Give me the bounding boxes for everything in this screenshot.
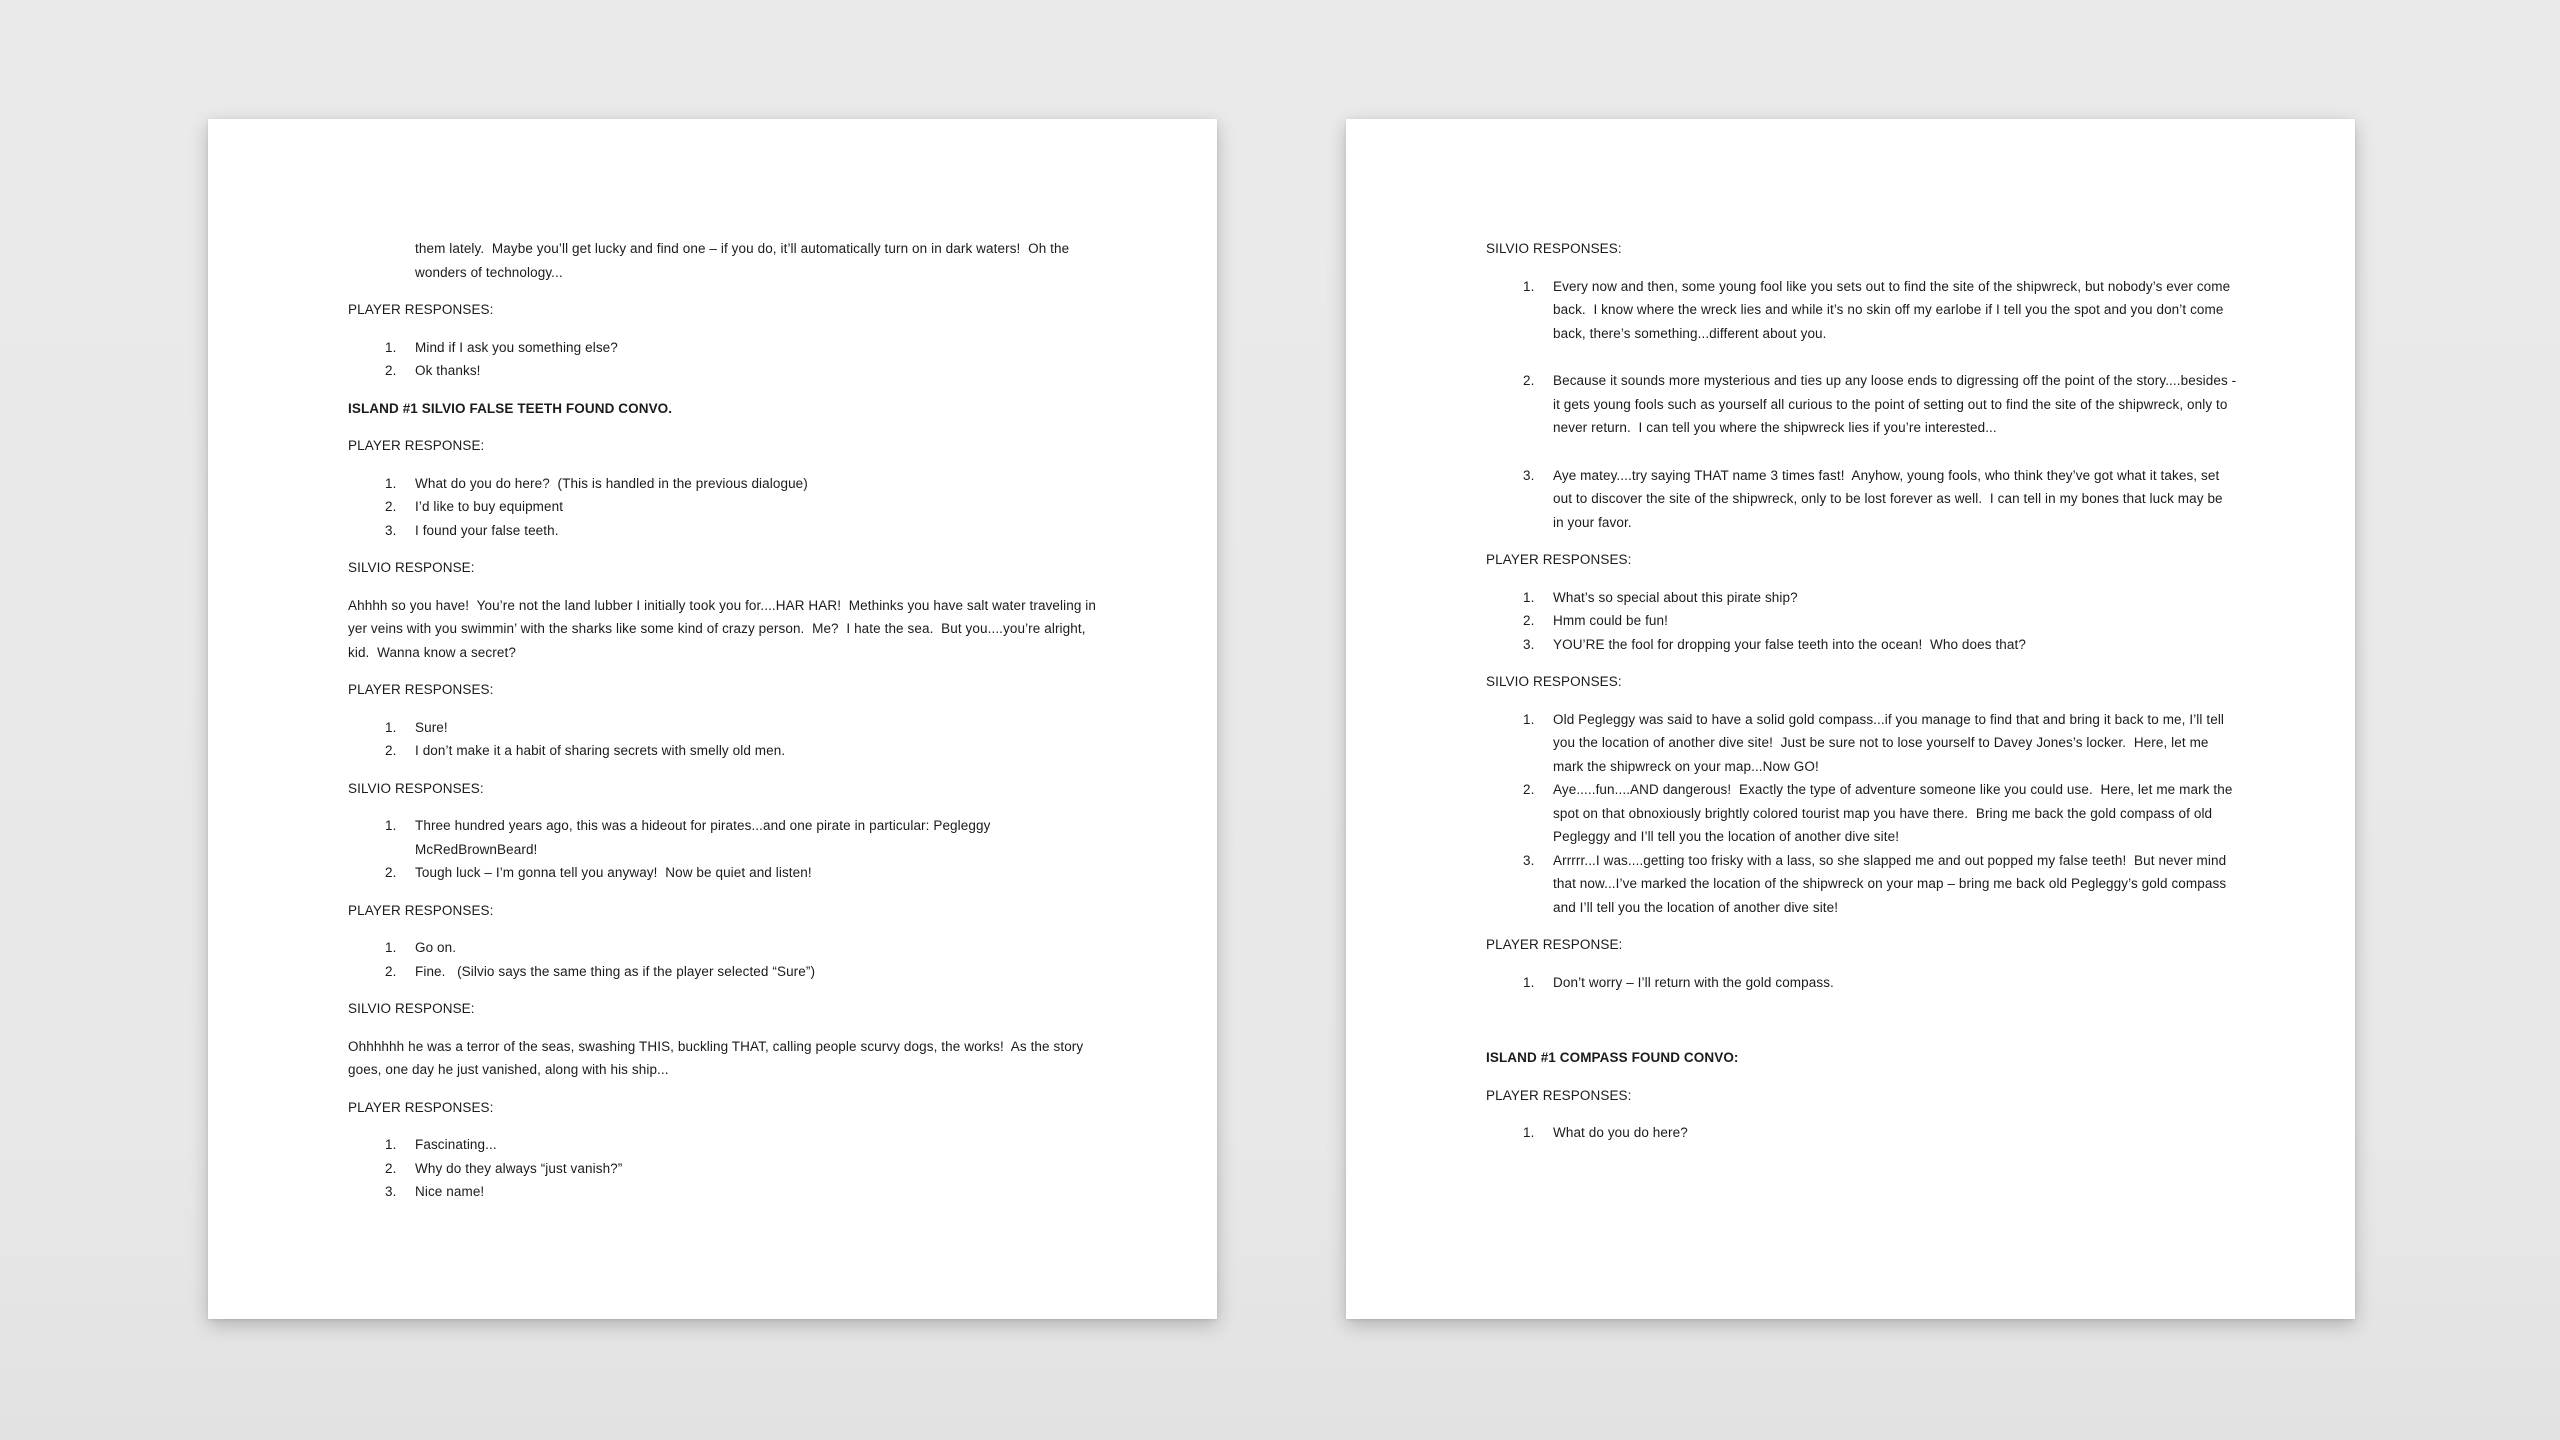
list-item: Arrrrr...I was....getting too frisky with a lass, so she slapped me and out popped my false teeth! But never mind that now...I’ve marked the location of the shipwreck on your map – bring me back old Pegleggy’s gold compass and I’ll tell you the location of another dive site! [1553,852,2231,915]
list-item: Aye matey....try saying THAT name 3 times fast! Anyhow, young fools, who think they’ve got what it takes, set out to discover the site of the shipwreck, only to be lost forever as well. I can tell in my bones that luck may be in your favor. [1553,467,2227,530]
player-responses-list [348,716,1099,763]
list-item: What do you do here? (This is handled in the previous dialogue) [415,475,808,491]
list-item: Fascinating... [415,1137,497,1152]
list-item: Ok thanks! [415,363,481,378]
list-item: Old Pegleggy was said to have a solid gold compass...if you manage to find that and bring it back to me, I’ll tell you the location of another dive site! Just be sure not to lose yourself to Davey Jones’s locker. Here, let me mark the shipwreck on your map...Now GO! [1553,711,2228,774]
silvio-response-paragraph: Ahhhh so you have! You’re not the land lubber I initially took you for....HAR HAR! Methinks you have salt water traveling in yer veins with you swimmin’ with the sharks like some kind of crazy person. Me? I hate the sea. But you....you’re alright, kid. Wanna know a secret? [348,597,1100,660]
player-response-list [1486,971,2237,995]
list-item: Because it sounds more mysterious and ties up any loose ends to digressing off the point of the story....besides - it gets young fools such as yourself all curious to the point of setting out to find the site of the shipwreck, only to never return. I can tell you where the shipwreck lies if you’re interested... [1553,373,2241,435]
player-responses-list [348,936,1099,983]
section-label-silvio-response: SILVIO RESPONSE: [348,1001,475,1016]
document-page-2 [1346,119,2355,1319]
list-item: Go on. [415,940,457,955]
silvio-responses-list [1486,275,2241,535]
list-item: Fine. (Silvio says the same thing as if the player selected “Sure”) [415,963,816,979]
player-responses-list [1486,1121,2237,1145]
section-label-player-responses: PLAYER RESPONSES: [1486,552,1632,567]
silvio-responses-list [1486,708,2237,920]
section-label-silvio-responses: SILVIO RESPONSES: [348,780,484,796]
dialogue-paragraph: them lately. Maybe you’ll get lucky and find one – if you do, it’ll automatically turn on in dark waters! Oh the wonders of technology... [415,241,1074,280]
convo-heading-compass-found: ISLAND #1 COMPASS FOUND CONVO: [1486,1050,1739,1065]
list-item: I don’t make it a habit of sharing secrets with smelly old men. [415,743,786,758]
list-item: Sure! [415,719,448,735]
section-label-player-responses: PLAYER RESPONSES: [348,902,494,918]
list-item: What do you do here? [1553,1125,1688,1140]
document-page-1 [208,119,1217,1319]
list-item: Nice name! [415,1184,485,1199]
list-item: YOU’RE the fool for dropping your false teeth into the ocean! Who does that? [1553,636,2026,652]
section-label-player-response: PLAYER RESPONSE: [348,438,485,453]
list-item: Three hundred years ago, this was a hideout for pirates...and one pirate in particular: Pegleggy McRedBrownBeard! [415,818,995,857]
silvio-response-paragraph: Ohhhhhh he was a terror of the seas, swashing THIS, buckling THAT, calling people scurvy dogs, the works! As the story goes, one day he just vanished, along with his ship... [348,1038,1088,1077]
section-label-player-responses: PLAYER RESPONSES: [348,302,494,317]
section-label-silvio-response: SILVIO RESPONSE: [348,560,475,575]
list-item: Mind if I ask you something else? [415,339,618,355]
player-responses-list [348,1133,1099,1204]
silvio-responses-list [348,814,1099,885]
list-item: Hmm could be fun! [1553,613,1668,628]
player-responses-list [1486,586,2237,657]
list-item: I found your false teeth. [415,522,559,538]
section-label-player-responses: PLAYER RESPONSES: [348,682,494,697]
section-label-silvio-responses: SILVIO RESPONSES: [1486,241,1622,256]
section-label-player-responses: PLAYER RESPONSES: [1486,1087,1632,1103]
convo-heading-false-teeth: ISLAND #1 SILVIO FALSE TEETH FOUND CONVO. [348,400,673,416]
list-item: Don’t worry – I’ll return with the gold compass. [1553,974,1834,990]
section-label-player-responses: PLAYER RESPONSES: [348,1099,494,1115]
list-item: Every now and then, some young fool like you sets out to find the site of the shipwreck, but nobody’s ever come back. I know where the wreck lies and while it’s no skin off my earlobe if I tell you the spot and you don’t come back, there’s something...different about you. [1553,278,2235,341]
section-label-player-response: PLAYER RESPONSE: [1486,937,1623,952]
list-item: Why do they always “just vanish?” [415,1160,623,1176]
player-responses-list [348,336,1099,383]
list-item: Tough luck – I’m gonna tell you anyway! Now be quiet and listen! [415,865,812,880]
list-item: I’d like to buy equipment [415,499,564,514]
list-item: Aye.....fun....AND dangerous! Exactly the type of adventure someone like you could use. Here, let me mark the spot on that obnoxiously brightly colored tourist map you have there. Bring me back the gold compass of old Pegleggy and I’ll tell you the location of another dive site! [1553,782,2237,844]
player-response-list [348,472,1099,543]
section-label-silvio-responses: SILVIO RESPONSES: [1486,674,1622,689]
list-item: What’s so special about this pirate ship? [1553,589,1798,605]
